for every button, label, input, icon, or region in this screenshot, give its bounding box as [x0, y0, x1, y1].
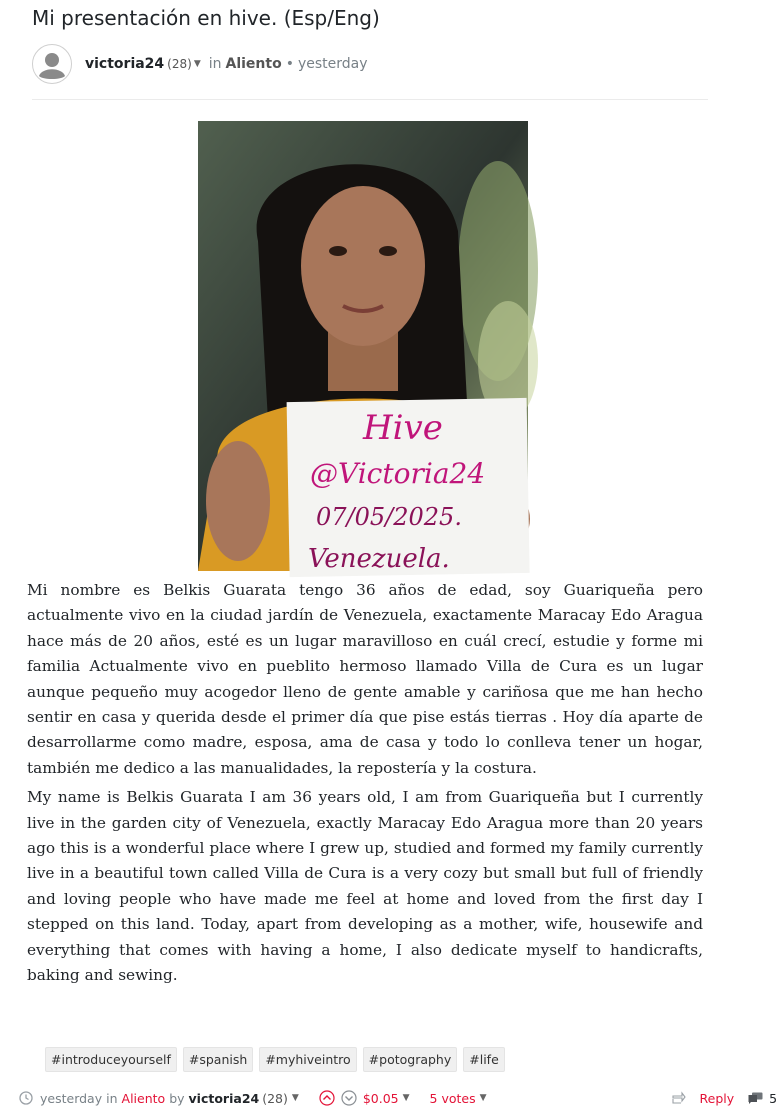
reply-button[interactable]: Reply	[699, 1090, 735, 1106]
reblog-icon[interactable]	[671, 1092, 686, 1104]
sign-text-hive: Hive	[363, 408, 443, 448]
votes-count[interactable]: 5 votes	[429, 1090, 476, 1106]
in-label: in	[208, 56, 222, 72]
author-menu-caret-icon[interactable]: ▼	[193, 59, 201, 69]
comment-count[interactable]: 5	[769, 1090, 777, 1106]
author-header	[32, 43, 368, 85]
user-placeholder-icon	[33, 45, 71, 83]
upvote-icon[interactable]	[319, 1090, 335, 1106]
paragraph-english: My name is Belkis Guarata I am 36 years old, I am from Guariqueña but I currently live in the garden city of Venezuela, exactly Maracay Edo Aragua more than 20 years ago this is a wonderful place where I grew up, studied and formed my family currently live in a beautiful town called Villa de Cura is a very cozy but small but full of friendly and loving people who have made me feel at home and loved from the first day I stepped on this land. Today, apart from developing as a mother, wife, housewife and everything that comes with having a home, I also dedicate myself to handicrafts, baking and sewing.	[27, 788, 703, 985]
post-photo[interactable]	[198, 121, 528, 574]
post-body	[27, 578, 703, 993]
tag-life[interactable]: #life	[463, 1047, 505, 1072]
footer-author-link[interactable]: victoria24	[188, 1090, 260, 1106]
footer-community-link[interactable]: Aliento	[121, 1090, 166, 1106]
author-reputation: (28)	[167, 57, 192, 71]
payout-caret-icon[interactable]: ▼	[402, 1093, 410, 1103]
footer-author-caret-icon[interactable]: ▼	[291, 1093, 299, 1103]
footer-author-reputation: (28)	[262, 1090, 288, 1106]
post-footer	[19, 1086, 777, 1110]
bullet-separator: •	[285, 56, 294, 72]
author-avatar[interactable]	[32, 44, 72, 84]
post-title: Mi presentación en hive. (Esp/Eng)	[32, 6, 380, 30]
tag-potography[interactable]: #potography	[363, 1047, 458, 1072]
downvote-icon[interactable]	[341, 1090, 357, 1106]
sign-text-country: Venezuela.	[308, 544, 450, 574]
clock-icon	[19, 1091, 33, 1105]
sign-text-username: @Victoria24	[310, 457, 486, 490]
sign-text-date: 07/05/2025.	[316, 503, 462, 531]
comments-icon[interactable]	[748, 1092, 763, 1105]
community-link[interactable]: Aliento	[225, 56, 282, 72]
header-divider	[32, 99, 708, 100]
post-time: yesterday	[297, 56, 368, 72]
paragraph-spanish: Mi nombre es Belkis Guarata tengo 36 años de edad, soy Guariqueña pero actualmente vivo en la ciudad jardín de Venezuela, exactamente Maracay Edo Aragua hace más de 20 años, esté es un lugar maravilloso en cuál crecí, estudie y forme mi familia Actualmente vivo en pueblito hermoso llamado Villa de Cura es un lugar aunque pequeño muy acogedor lleno de gente amable y cariñosa que me han hecho sentir en casa y querida desde el primer día que pise estás tierras . Hoy día aparte de desarrollarme como madre, esposa, ama de casa y todo lo conlleva tener un hogar, también me dedico a las manualidades, la repostería y la costura.	[27, 581, 703, 777]
tag-list	[45, 1047, 505, 1072]
tag-introduceyourself[interactable]: #introduceyourself	[45, 1047, 177, 1072]
tag-spanish[interactable]: #spanish	[183, 1047, 253, 1072]
payout-amount[interactable]: $0.05	[362, 1090, 399, 1106]
footer-by-label: by	[169, 1090, 185, 1106]
portrait-illustration	[198, 121, 528, 574]
tag-myhiveintro[interactable]: #myhiveintro	[259, 1047, 356, 1072]
author-name-link[interactable]: victoria24	[85, 56, 165, 72]
footer-time: yesterday	[40, 1090, 103, 1106]
author-meta	[85, 56, 368, 72]
footer-in-label: in	[106, 1090, 118, 1106]
votes-caret-icon[interactable]: ▼	[479, 1093, 487, 1103]
